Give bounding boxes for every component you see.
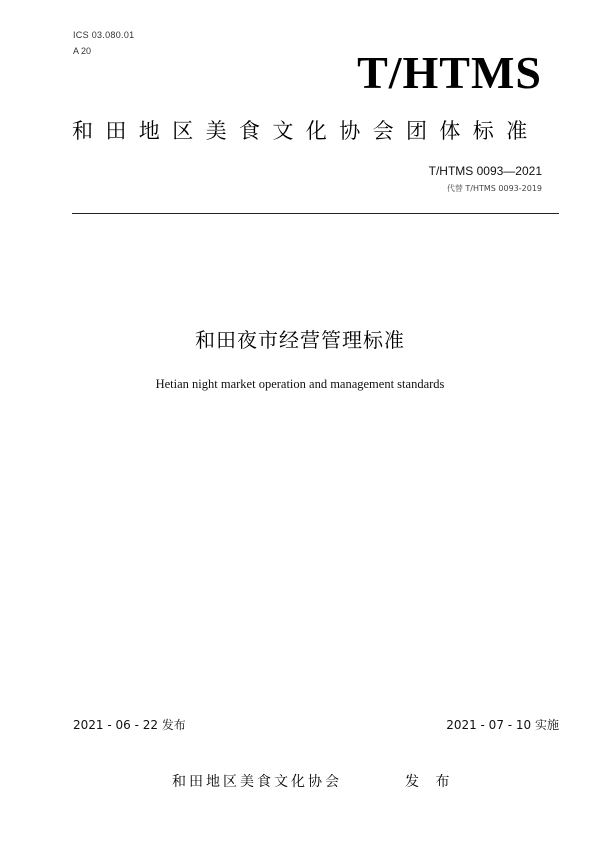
implementation-date: 2021 - 07 - 10 实施 <box>446 718 559 732</box>
organization-title: 和田地区美食文化协会团体标准 <box>72 119 540 143</box>
document-title-en: Hetian night market operation and management standards <box>155 377 445 391</box>
publisher-name: 和田地区美食文化协会 <box>172 774 342 790</box>
document-title-cn: 和田夜市经营管理标准 <box>195 328 405 352</box>
publish-label: 发 布 <box>405 774 456 790</box>
replaces-note: 代替 T/HTMS 0093-2019 <box>446 184 542 193</box>
header-divider <box>72 213 559 214</box>
issue-date: 2021 - 06 - 22 发布 <box>73 718 186 732</box>
ics-code: ICS 03.080.01 <box>73 30 135 40</box>
ccs-code: A 20 <box>73 46 92 56</box>
standard-logo: T/HTMS <box>357 47 542 98</box>
standard-number: T/HTMS 0093—2021 <box>428 164 542 178</box>
